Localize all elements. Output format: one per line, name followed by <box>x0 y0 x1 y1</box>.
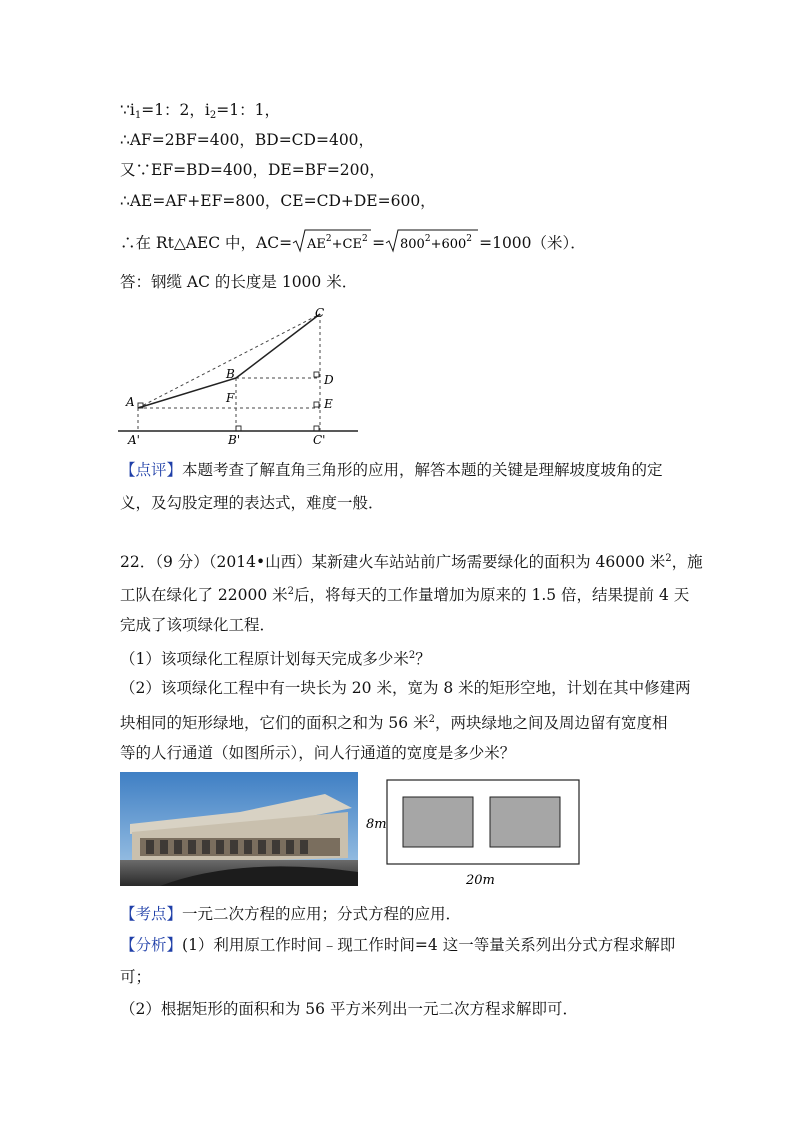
fenxi-line-2: 可； <box>120 968 152 986</box>
text: =1：2，i <box>141 101 210 119</box>
review-line-2: 义，及勾股定理的表达式，难度一般． <box>120 494 384 512</box>
question-1 <box>120 645 431 670</box>
train-station-photo <box>120 772 358 886</box>
height-label: 8m <box>366 817 387 832</box>
sqrt-expression-1 <box>292 228 372 260</box>
label-C-prime: C' <box>313 433 326 447</box>
slope-geometry-figure <box>118 302 358 452</box>
problem-line-1 <box>120 548 703 573</box>
solution-line-1 <box>120 99 280 127</box>
width-label: 20m <box>466 873 495 888</box>
solution-line-4: ∴AE=AF+EF=800，CE=CD+DE=600， <box>120 192 436 210</box>
rectangle-diagram <box>362 772 584 888</box>
solution-line-3: 又∵EF=BD=400，DE=BF=200， <box>120 161 385 179</box>
text: （1）该项绿化工程原计划每天完成多少米 <box>120 650 409 668</box>
svg-text:AE2+CE2: $AE^2+CE^2$ <box>307 234 368 252</box>
kaodian-tag: 【考点】 <box>120 905 183 923</box>
svg-text:8002+6002: $800^2+600^2$ <box>400 234 473 252</box>
text: ，施 <box>671 553 703 571</box>
text: 22．（9 分）（2014•山西）某新建火车站站前广场需要绿化的面积为 46000 米 <box>120 553 666 571</box>
text: 一元二次方程的应用；分式方程的应用． <box>182 905 462 923</box>
label-A: A <box>126 395 135 409</box>
kaodian-line <box>120 903 461 925</box>
label-F: F <box>226 391 235 405</box>
label-C: C <box>315 306 325 320</box>
text: 工队在绿化了 22000 米 <box>120 586 288 604</box>
superscript: 2 <box>428 714 435 725</box>
label-E: E <box>324 397 333 411</box>
text: ∴在 Rt△AEC 中，AC= <box>120 234 293 252</box>
review-tag: 【点评】 <box>120 461 183 479</box>
text: 块相同的矩形绿地，它们的面积之和为 56 米 <box>120 714 429 732</box>
text: =1：1， <box>216 101 280 119</box>
problem-line-2 <box>120 581 689 606</box>
subscript: 2 <box>209 110 217 121</box>
text: ？ <box>415 650 431 668</box>
text: = <box>372 234 386 252</box>
solution-line-2: ∴AF=2BF=400，BD=CD=400， <box>120 131 375 149</box>
fenxi-line-3: （2）根据矩形的面积和为 56 平方米列出一元二次方程求解即可． <box>120 1000 578 1018</box>
question-2-line-2 <box>120 709 667 734</box>
solution-line-5 <box>120 228 586 260</box>
question-2-line-3: 等的人行通道（如图所示），问人行通道的宽度是多少米？ <box>120 744 516 762</box>
superscript: 2 <box>287 586 295 597</box>
text: =1000（米）． <box>479 234 586 252</box>
label-A-prime: A' <box>128 433 140 447</box>
text: (1）利用原工作时间﹣现工作时间=4 这一等量关系列出分式方程求解即 <box>182 936 676 954</box>
review-line-1 <box>120 459 663 481</box>
text: 本题考查了解直角三角形的应用，解答本题的关键是理解坡度坡角的定 <box>182 461 663 479</box>
label-B-prime: B' <box>228 433 241 447</box>
superscript: 2 <box>408 650 416 661</box>
label-D: D <box>324 373 334 387</box>
text: ，两块绿地之间及周边留有宽度相 <box>434 714 668 732</box>
text: 后，将每天的工作量增加为原来的 1.5 倍，结果提前 4 天 <box>294 586 690 604</box>
subscript: 1 <box>134 110 142 121</box>
sqrt-expression-2 <box>385 228 479 260</box>
answer-line: 答：钢缆 AC 的长度是 1000 米． <box>120 273 358 291</box>
label-B: B <box>226 367 235 381</box>
fenxi-line-1 <box>120 934 675 956</box>
fenxi-tag: 【分析】 <box>120 936 183 954</box>
question-2-line-1: （2）该项绿化工程中有一块长为 20 米，宽为 8 米的矩形空地，计划在其中修建两 <box>120 679 691 697</box>
text: ∵i <box>120 101 135 119</box>
superscript: 2 <box>665 553 672 564</box>
problem-line-3: 完成了该项绿化工程． <box>120 616 276 634</box>
